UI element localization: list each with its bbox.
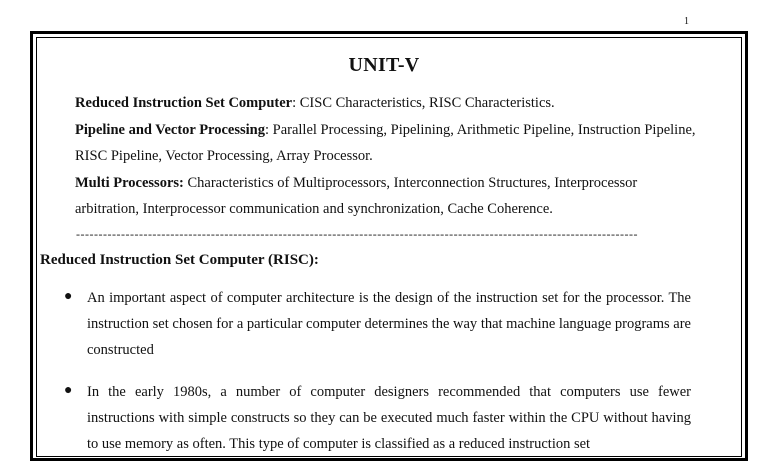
syllabus-topics: Characteristics of Multiprocessors, Interconnection Structures, Interprocessor arbitration, Interprocessor communication and synchronization, Cache Coherence. <box>75 174 638 217</box>
syllabus-topics: Parallel Processing, Pipelining, Arithmetic Pipeline, Instruction Pipeline, RISC Pipeline, Vector Processing, Array Processor. <box>75 121 696 164</box>
bullet-text: An important aspect of computer architecture is the design of the instruction set for the processor. The instruction set chosen for a particular computer determines the way that machine language programs are constructed <box>87 290 691 358</box>
syllabus-separator: : <box>292 95 300 111</box>
bullet-list <box>36 285 736 473</box>
syllabus-separator: : <box>264 121 273 138</box>
syllabus-heading: Reduced Instruction Set Computer <box>75 95 293 111</box>
bullet-text: In the early 1980s, a number of computer designers recommended that computers use fewer instructions with simple constructs so they can be executed much faster within the CPU without having to use memory as often. This type of computer is classified as a reduced instruction set <box>87 384 691 452</box>
syllabus-item-multiprocessors <box>75 170 700 223</box>
unit-title: UNIT-V <box>348 54 420 76</box>
list-item <box>36 379 736 457</box>
section-heading: Reduced Instruction Set Computer (RISC): <box>40 252 319 268</box>
bullet-icon: ● <box>64 289 73 304</box>
syllabus-item-risc <box>75 90 700 117</box>
dashed-separator: ----------------------------------------------------------------------------------------------------------------------------- <box>76 227 639 241</box>
list-item <box>36 285 736 363</box>
syllabus-heading: Pipeline and Vector Processing <box>75 121 265 138</box>
syllabus <box>75 90 700 223</box>
syllabus-heading: Multi Processors: <box>75 174 184 191</box>
page-number: 1 <box>684 16 689 27</box>
bullet-icon: ● <box>64 383 73 398</box>
syllabus-topics: CISC Characteristics, RISC Characteristics. <box>299 95 555 111</box>
syllabus-item-pipeline <box>75 117 700 170</box>
